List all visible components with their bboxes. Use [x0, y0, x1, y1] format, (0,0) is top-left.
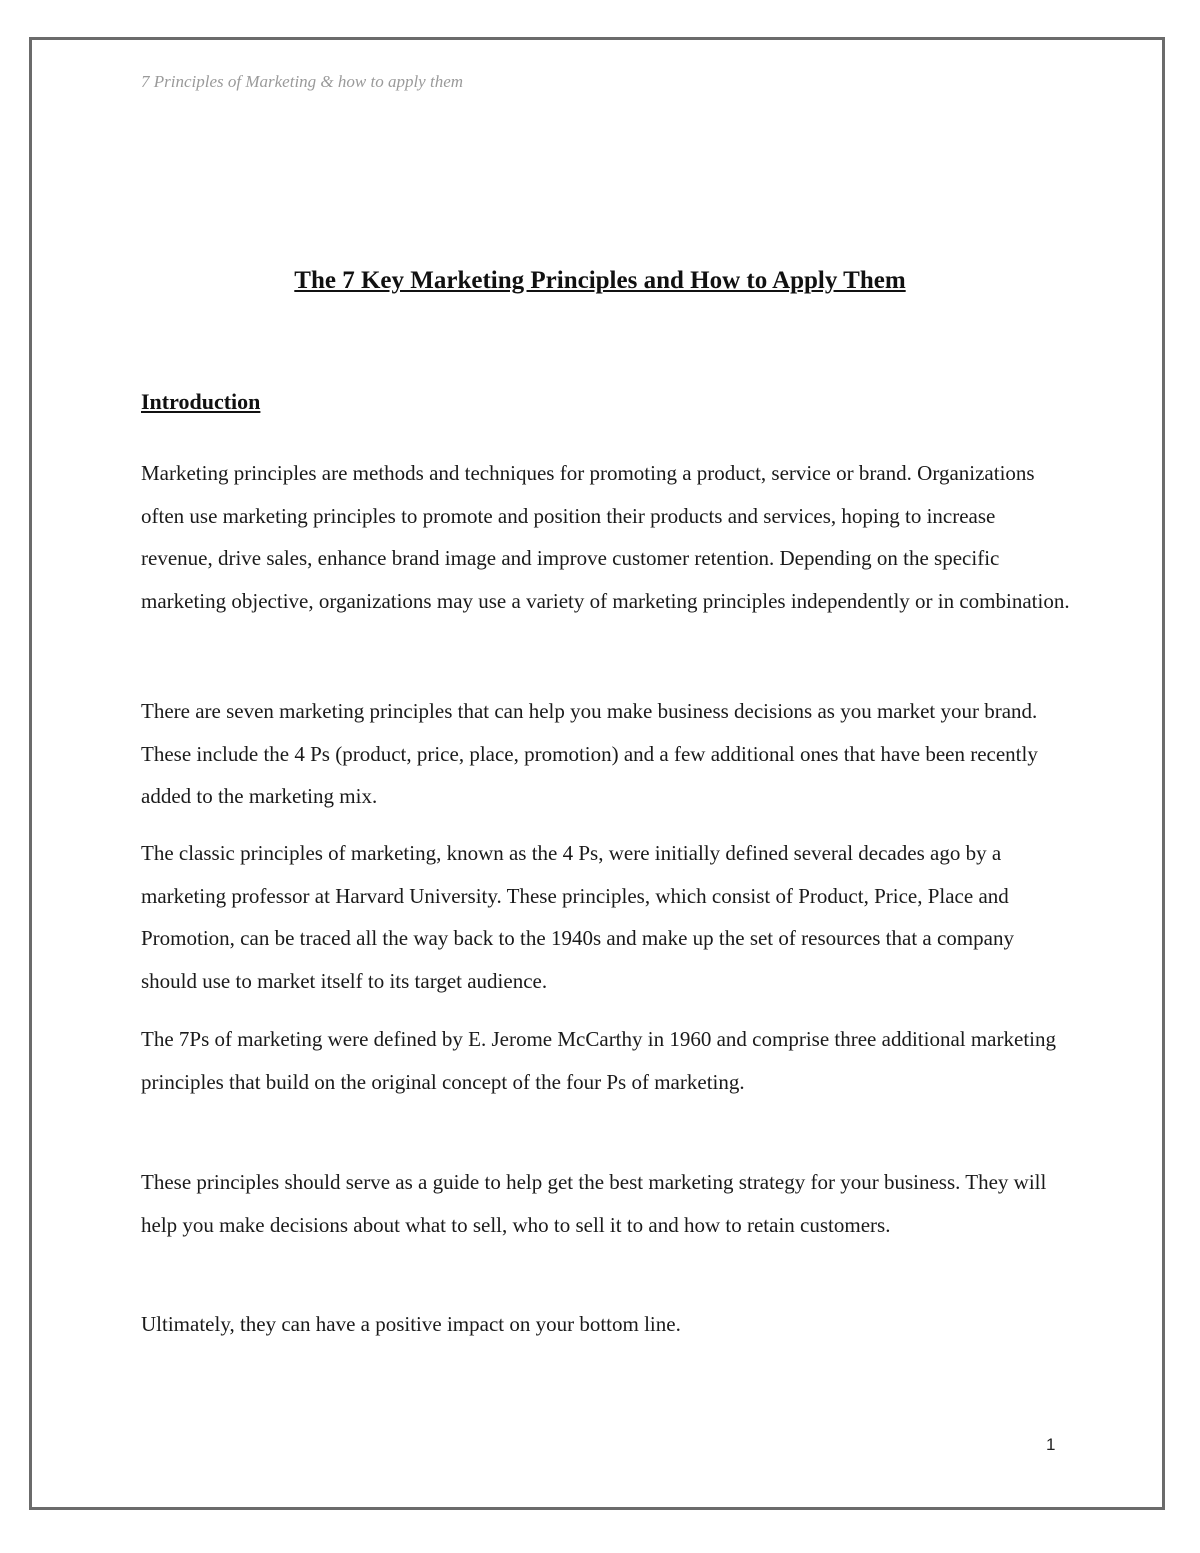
paragraph: The 7Ps of marketing were defined by E. Jerome McCarthy in 1960 and comprise three additional marketing principles that build on the original concept of the four Ps of marketing.: [141, 1027, 1056, 1094]
running-header: 7 Principles of Marketing & how to apply them: [141, 72, 464, 91]
paragraph: There are seven marketing principles that can help you make business decisions as you market your brand. These include the 4 Ps (product, price, place, promotion) and a few additional ones that have been recently added to the marketing mix.: [141, 699, 1038, 808]
paragraph: These principles should serve as a guide to help get the best marketing strategy for your business. They will help you make decisions about what to sell, who to sell it to and how to retain customers.: [141, 1170, 1047, 1237]
section-heading-introduction: Introduction: [141, 389, 261, 414]
document-title: The 7 Key Marketing Principles and How to Apply Them: [294, 267, 906, 294]
paragraph: Ultimately, they can have a positive impact on your bottom line.: [141, 1312, 681, 1336]
paragraph: Marketing principles are methods and techniques for promoting a product, service or brand. Organizations often use marketing principles to promote and position their products and services, hoping to increase revenue, drive sales, enhance brand image and improve customer retention. Depending on the specific marketing objective, organizations may use a variety of marketing principles independently or in combination.: [141, 461, 1070, 613]
page-number: 1: [1046, 1435, 1056, 1454]
paragraph: The classic principles of marketing, known as the 4 Ps, were initially defined several decades ago by a marketing professor at Harvard University. These principles, which consist of Product, Price, Place and Promotion, can be traced all the way back to the 1940s and make up the set of resources that a company should use to market itself to its target audience.: [141, 841, 1014, 993]
